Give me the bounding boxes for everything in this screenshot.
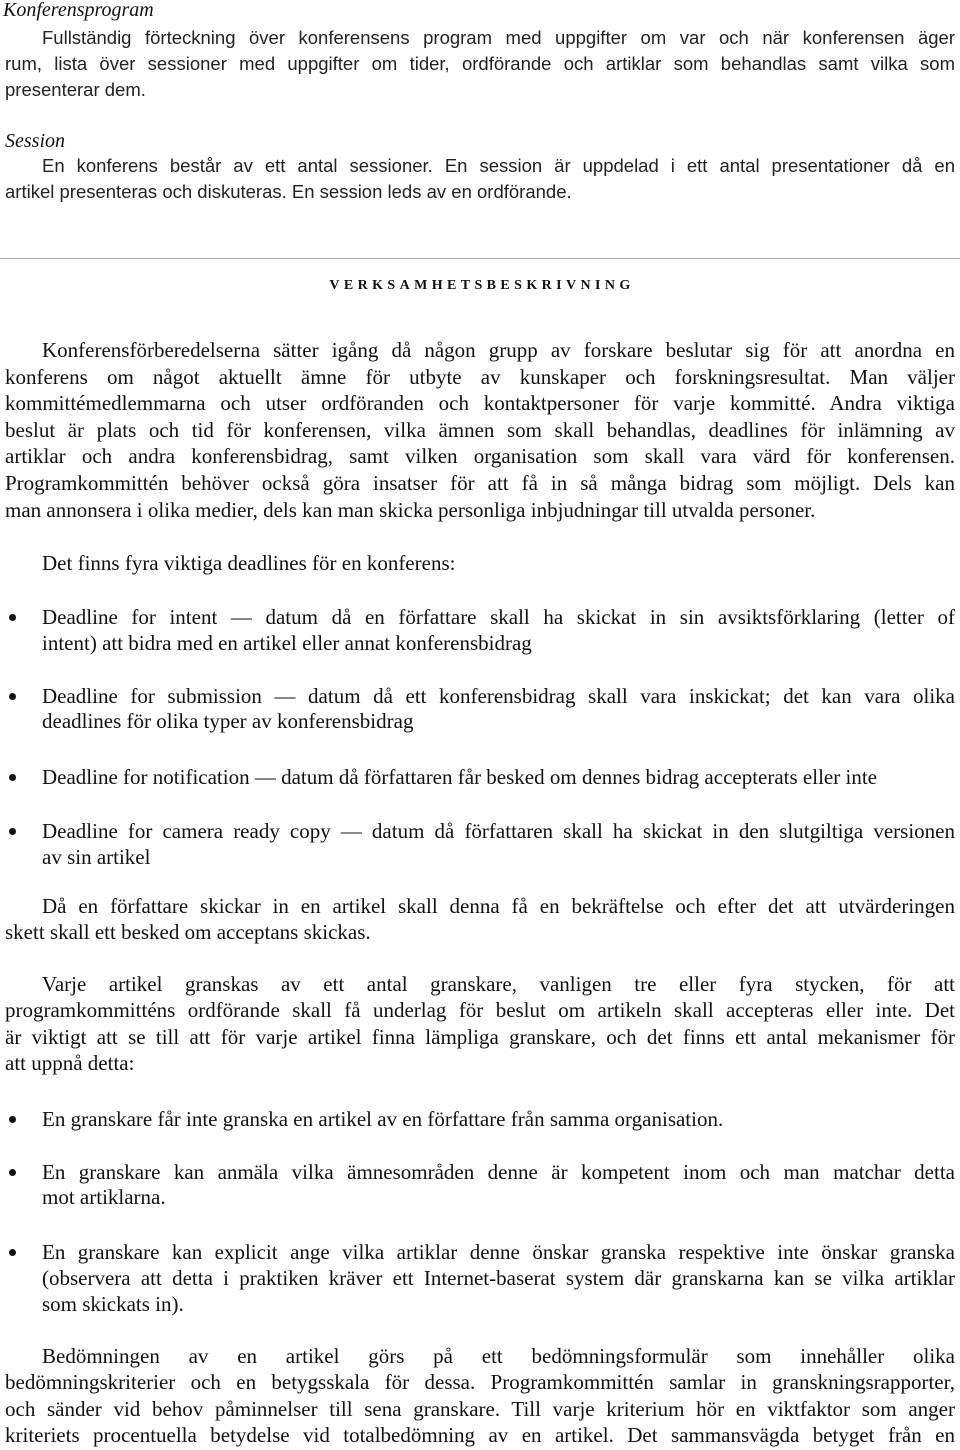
deadline-item — [5, 684, 955, 733]
deadline-item — [5, 818, 955, 870]
acknowledgement-paragraph — [5, 893, 955, 945]
review-paragraph — [5, 971, 955, 1076]
text-line: En granskare får inte granska en artikel av en författare från samma organisation. — [42, 1107, 724, 1131]
text-line: rum, lista över sessioner med uppgifter om tider, ordförande och artiklar som behandlas samt vilka som — [5, 53, 955, 74]
text-line: Konferensförberedelserna sätter igång då någon grupp av forskare beslutar sig för att anordna en — [42, 338, 955, 362]
program-heading: Konferensprogram — [3, 0, 154, 21]
text-line: mot artiklarna. — [42, 1185, 166, 1209]
text-line: är viktigt att se till att för varje artikel finna lämpliga granskare, och det finns ett antal mekanismer för — [5, 1024, 955, 1049]
text-line: intent) att bidra med en artikel eller annat konferensbidrag — [42, 631, 532, 655]
text-line: Deadline for intent — datum då en författare skall ha skickat in sin avsiktsförklaring (letter of — [42, 605, 955, 629]
text-line: och sänder vid behov påminnelser till sena granskare. Till varje kriterium hör en viktfaktor som anger — [5, 1396, 955, 1421]
text-line: En granskare kan anmäla vilka ämnesområden denne är kompetent inom och man matchar detta — [42, 1160, 955, 1184]
text-line: man annonsera i olika medier, dels kan man skicka personliga inbjudningar till utvalda personer. — [5, 497, 816, 522]
program-description — [5, 25, 955, 103]
session-description — [5, 153, 955, 205]
text-line: kommittémedlemmarna och utser ordföranden och kontaktpersoner för varje kommitté. Andra viktiga — [5, 391, 955, 416]
bullet-icon — [9, 1169, 16, 1176]
deadline-item — [5, 604, 955, 656]
bullet-icon — [9, 1116, 16, 1123]
text-line: artikel presenteras och diskuteras. En session leds av en ordförande. — [5, 181, 572, 202]
text-line: (observera att detta i praktiken kräver ett Internet-baserat system där granskarna kan se vilka artiklar — [42, 1266, 955, 1290]
session-heading: Session — [5, 130, 65, 152]
review-rule-item — [5, 1160, 955, 1210]
section-title: VERKSAMHETSBESKRIVNING — [329, 278, 635, 293]
text-line: konferens om något aktuellt ämne för utbyte av kunskaper och forskningsresultat. Man väljer — [5, 364, 955, 389]
text-line: En konferens består av ett antal sessioner. En session är uppdelad i ett antal presentationer då en — [42, 155, 955, 176]
text-line: Bedömningen av en artikel görs på ett bedömningsformulär som innehåller olika — [42, 1344, 955, 1368]
text-line: av sin artikel — [42, 845, 151, 869]
deadlines-intro — [5, 550, 955, 576]
text-line: Varje artikel granskas av ett antal granskare, vanligen tre eller fyra stycken, för att — [42, 972, 955, 996]
text-line: Deadline for submission — datum då ett konferensbidrag skall vara inskickat; det kan vara olika — [42, 684, 955, 708]
bullet-icon — [9, 774, 16, 781]
intro-paragraph — [5, 337, 955, 523]
bullet-icon — [9, 693, 16, 700]
text-line: Då en författare skickar in en artikel skall denna få en bekräftelse och efter det att utvärderingen — [42, 894, 955, 918]
text-line: kriteriets procentuella betydelse vid totalbedömning av en artikel. Det sammansvägda betyget från en — [5, 1422, 955, 1447]
text-line: Fullständig förteckning över konferensens program med uppgifter om var och när konferensen äger — [42, 27, 955, 48]
text-line: beslut är plats och tid för konferensen, vilka ämnen som skall behandlas, deadlines för inlämning av — [5, 417, 955, 442]
text-line: deadlines för olika typer av konferensbidrag — [42, 708, 414, 733]
text-line: som skickats in). — [42, 1292, 184, 1316]
text-line: artiklar och andra konferensbidrag, samt vilken organisation som skall vara värd för konferensen. — [5, 444, 955, 469]
section-divider — [0, 258, 960, 259]
deadline-item — [5, 764, 955, 790]
review-rule-item — [5, 1239, 955, 1317]
text-line: skett skall ett besked om acceptans skickas. — [5, 920, 371, 944]
text-line: Det finns fyra viktiga deadlines för en konferens: — [42, 551, 456, 575]
text-line: En granskare kan explicit ange vilka artiklar denne önskar granska respektive inte önskar granska — [42, 1240, 955, 1264]
text-line: presenterar dem. — [5, 79, 146, 100]
text-line: programkommitténs ordförande skall få underlag för beslut om artikeln skall accepteras eller inte. Det — [5, 998, 955, 1023]
text-line: att uppnå detta: — [5, 1050, 135, 1075]
text-line: Programkommittén behöver också göra insatser för att få in så många bidrag som möjligt. Dels kan — [5, 470, 955, 495]
bullet-icon — [9, 1249, 16, 1256]
bullet-icon — [9, 614, 16, 621]
review-rule-item — [5, 1106, 955, 1132]
assessment-paragraph — [5, 1343, 955, 1448]
text-line: bedömningskriterier och en betygsskala för dessa. Programkommittén samlar in granskningsrapporter, — [5, 1370, 955, 1395]
bullet-icon — [9, 828, 16, 835]
text-line: Deadline for camera ready copy — datum då författaren skall ha skickat in den slutgiltiga versionen — [42, 819, 955, 843]
text-line: Deadline for notification — datum då författaren får besked om dennes bidrag accepterats eller inte — [42, 765, 877, 789]
